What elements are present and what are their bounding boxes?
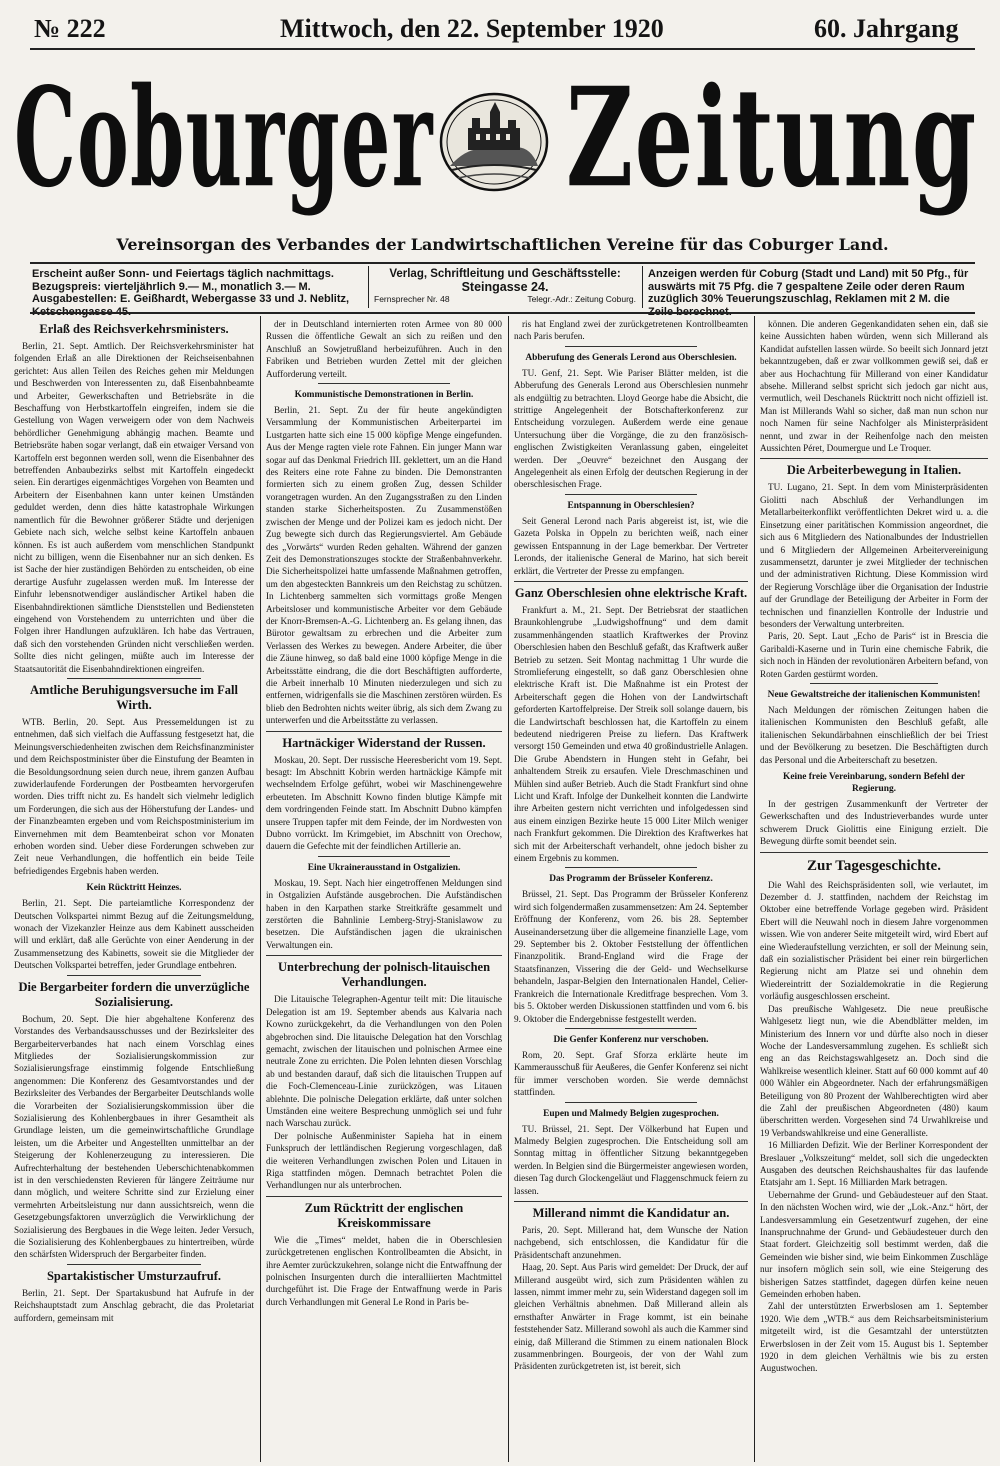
section-divider bbox=[810, 683, 938, 684]
article-paragraph: Paris, 20. Sept. Millerand hat, dem Wunsche der Nation nachgebend, sich entschlossen, die Kandidatur für die Präsidentschaft anzunehmen. bbox=[514, 1224, 748, 1260]
section-divider bbox=[565, 1102, 696, 1103]
article-paragraph: Frankfurt a. M., 21. Sept. Der Betriebsrat der staatlichen Braunkohlengrube „Ludwigshoffnung“ und dem damit zusammenhängenden staatlich Kraftwerkes der Provinz Oberschlesien haben den Beschluß gefaßt, das Kraftwerk außer Betrieb zu setzen. Seit Montag nachmittag 1 Uhr wurde die Stromlieferung eingestellt, so daß ganz Oberschlesien ohne elektrische Kraft ist. Die Maßnahme ist ein Protest der Arbeiterschaft gegen die Hohen von der Landwirtschaft geforderten Kartoffelpreise. Der Streik soll solange dauern, bis die Landwirtschaft beschlossen hat, die Kartoffeln zu einem bedeutend niedrigeren Preise zu liefern. Das Kraftwerk versorgt 150 Gemeinden und etwa 40 großindustrielle Anlagen. Die Grube Abendstern in Hungen steht in Gefahr, bei anhaltendem Streik zu ersaufen. Viele Dreschmaschinen und Mühlen sind außer Betrieb. Auch die Stadt Frankfurt sind ohne Licht und Kraft. Infolge der Dunkelheit konnten die Landwirte ihre Arbeiten gestern nicht verrichten und infolgedessen sind aus einem einzigen Bezirke heute 15 000 Liter Milch weniger nach Frankfurt gekommen. Die Direktion des Kraftwerkes hat sich mit der Arbeiterschaft verhandelt, ohne jedoch bisher zu einem Ergebnis zu kommen. bbox=[514, 604, 748, 864]
article-paragraph: Berlin, 21. Sept. Der Spartakusbund hat Aufrufe in der Reichshauptstadt zum Anschlag gebracht, die das Proletariat auffordern, gemeinsam mit bbox=[14, 1287, 254, 1323]
section-divider bbox=[565, 1028, 696, 1029]
castle-emblem-icon bbox=[438, 84, 550, 196]
article-paragraph: Uebernahme der Grund- und Gebäudesteuer auf den Staat. In den nächsten Wochen wird, wie der „Lok.-Anz.“ hört, der Landesversammlung ein Gesetzentwurf zugehen, der eine Inanspruchnahme der Grund- und Gebäudesteuer durch den Staat fordert. Gleichzeitig soll bestimmt werden, daß die Gemeinden wie bisher sind, wie beim Einkommen Zuschläge nur insofern möglich sein soll, wie eine Steigerung des bisherigen Satzes stattfindet, dagegen dürfen keine neuen Gemeinden erhoben haben. bbox=[760, 1189, 988, 1300]
section-divider bbox=[266, 731, 502, 732]
article-headline: Die Arbeiterbewegung in Italien. bbox=[786, 463, 962, 478]
article-paragraph: TU. Brüssel, 21. Sept. Der Völkerbund hat Eupen und Malmedy Belgien zugesprochen. Die Entscheidung soll am Sonntag mittag in öffentlicher Sitzung bekanntgegeben werden. In Belgien sind die Bürgermeister angewiesen worden, diesen Tag durch Glockengeläut und Flaggenschmuck feiern zu lassen. bbox=[514, 1123, 748, 1196]
section-divider bbox=[760, 852, 988, 853]
article-headline: Das Programm der Brüsseler Konferenz. bbox=[549, 874, 713, 885]
article-paragraph: Wie die „Times“ meldet, haben die in Oberschlesien zurückgetretenen englischen Kontrollbeamten die Absicht, in ihre Aemter zurückzukehren, solange nicht die Entwaffnung der polnischen Insurgenten durch die interalliierten Machtmittel durchgeführt ist. Die Frage der Entwaffnung werde in Paris durch Verhandlungen mit General Le Rond in Paris be- bbox=[266, 1234, 502, 1307]
article-paragraph: Das preußische Wahlgesetz. Die neue preußische Wahlgesetz liegt nun, wie die Abendblätter melden, im Ministerium des Innern vor und dürfte also noch in dieser Woche der Landesversammlung zugehen. Es schließt sich eng an das Reichstagswahlgesetz an. Doch sind die Wahlkreise wesentlich kleiner. Statt auf 60 000 kommt auf 40 000 Wähler ein Abgeordneter. Nach der erfahrungsmäßigen Beteiligung von 80 Prozent der Wahlberechtigten wird aber die Zahl der preußischen Abgeordneten (480) kaum überschritten werden. Vorgesehen sind 74 Urwahlkreise und 19 Verbandswahlkreise und eine Generalliste. bbox=[760, 1003, 988, 1138]
article-headline: Millerand nimmt die Kandidatur an. bbox=[532, 1205, 730, 1220]
article-paragraph: WTB. Berlin, 20. Sept. Aus Pressemeldungen ist zu entnehmen, daß sich vielfach die Auffassung festgesetzt hat, die Meinungsverschiedenheiten zwischen dem Reichsfinanzminister und dem Reichspostminister über die Einstufung der Beamten in die Besoldungsordnung seien durch neue, ihrem ganzen Aufbau zuwiderlaufende Forderungen der Postbeamten hervorgerufen worden. Dies trifft nicht zu. Es handelt sich vielmehr lediglich um Forderungen, die sich aus der Höherstufung der Landes- und der Finanzbeamten ergeben und vom Reichspostministerium im Einvernehmen mit dem Beamtenbeirat schon vor Monaten erhoben worden sind. Ueber diese Forderungen schweben zur Zeit neue Verhandlungen, die hoffentlich ein beide Teile befriedigendes Ergebnis haben werden. bbox=[14, 716, 254, 876]
section-divider bbox=[565, 494, 696, 495]
article-headline: Entspannung in Oberschlesien? bbox=[567, 500, 695, 511]
article-headline: Ganz Oberschlesien ohne elektrische Kraft. bbox=[514, 585, 748, 600]
section-divider bbox=[514, 1201, 748, 1202]
article-paragraph: der in Deutschland internierten roten Armee von 80 000 Russen die öffentliche Gewalt an sich zu reißen und den Anschluß an Sowjetrußland herbeizuführen. Auch in den Fabriken und Betrieben wurden Zettel mit der gleichen Aufforderung verteilt. bbox=[266, 319, 502, 379]
section-divider bbox=[565, 867, 696, 868]
publisher-telegram: Telegr.-Adr.: Zeitung Coburg. bbox=[527, 294, 636, 304]
section-divider bbox=[67, 678, 201, 679]
article-paragraph: Berlin, 21. Sept. Die parteiamtliche Korrespondenz der Deutschen Volkspartei nimmt Bezug auf die Zeitungsmeldung, wonach der Vizekanzler Heinze aus dem Kabinett ausscheiden will und erklärt, daß alle Gerüchte von einer Aenderung in der Zusammensetzung des Kabinetts, soweit sie die Mitglieder der Deutschen Volkspartei betreffen, jeder Grundlage entbehren. bbox=[14, 898, 254, 971]
article-headline: Eupen und Malmedy Belgien zugesprochen. bbox=[543, 1108, 719, 1119]
publisher-phone: Fernsprecher Nr. 48 bbox=[374, 294, 450, 304]
section-divider bbox=[67, 1264, 201, 1265]
article-paragraph: Moskau, 19. Sept. Nach hier eingetroffenen Meldungen sind in Ostgalizien Aufstände ausgebrochen. Die Aufständischen haben in den Karpathen starke Streitkräfte gesammelt und zerstörten die Bahnlinie Lemberg-Stryj-Stanislawow zu besetzen. Die Aufständischen jagen die ukrainischen Verwaltungen ein. bbox=[266, 877, 502, 950]
article-paragraph: Nach Meldungen der römischen Zeitungen haben die italienischen Kommunisten den Beschluß gefaßt, alle italienischen Sekundärbahnen einschließlich der bei Triest und der Bevölkerung zu besetzen. Die Beschäftigten durch das Personal und die Arbeiterschaft zu besetzen. bbox=[760, 704, 988, 765]
article-headline: Neue Gewaltstreiche der italienischen Kommunisten! bbox=[767, 689, 981, 700]
article-paragraph: Berlin, 21. Sept. Zu der für heute angekündigten Versammlung der Kommunistischen Arbeiterpartei im Lustgarten hatte sich eine 15 000 köpfige Menge eingefunden. Aus der Menge ragten viele rote Fahnen. Ein junger Mann war sogar auf das Denkmal Friedrich III. geklettert, um an die Hand des Reiters eine rote Fahne zu binden. Die Demonstranten formierten sich zu einem großen Zug, dessen Schilder vorangetragen wurden. An den Zugangsstraßen zu den Linden standen starke Sicherheitsposten. Zu Zusammenstößen zwischen der Menge und der Polizei kam es jedoch nicht. Der Zug bewegte sich durch das Regierungsviertel. Am Gebäude des „Vorwärts“ wurden Reden gehalten. Während der ganzen Zeit des Demonstrationszuges stockte der Straßenbahnverkehr. Die Sicherheitspolizei hatte umfassende Maßnahmen getroffen, um den abgesteckten Bannkreis um den Reichstag zu schützen. In Lichtenberg sammelten sich vormittags große Mengen Arbeitsloser und kommunistische Arbeiter vor dem Gebäude der Knorr-Bremsen-A.-G. Lichtenberg an. Es gelang ihnen, das Bürotor gewaltsam zu erbrechen und die Arbeiter zum Verlassen des Werkes zu bewegen. Andere Arbeiter, die über die Zäune hinweg, so daß bald eine 1000 köpfige Menge in die Arbeitsstätte eindrang, die die dort Beschäftigten aufforderte, die Arbeit innerhalb 10 Minuten niederzulegen und sich zu entfernen, widrigenfalls sie die Maschinen zerstören würden. Es blieb den Bedrohten nichts weiter übrig, als sich dem Zwang zu unterwerfen und die Arbeitsstätte zu verlassen. bbox=[266, 405, 502, 726]
article-paragraph: Moskau, 20. Sept. Der russische Heeresbericht vom 19. Sept. besagt: Im Abschnitt Kobrin werden hartnäckige Kämpfe mit wechselndem Erfolge geführt, wobei wir Maschinengewehre erbeuteten. Im Abschnitt Kowno finden blutige Kämpfe mit dem vordringenden Feinde statt. Im Abschnitt Dubno kämpfen unsere Truppen tapfer mit dem Feinde, der im Nordwesten von Dubno vorrückt. Im Krimgebiet, im Abschnitt von Orechow, dauern die Gefechte mit der feindlichen Artillerie an. bbox=[266, 754, 502, 852]
article-paragraph: Paris, 20. Sept. Laut „Echo de Paris“ ist in Brescia die Garibaldi-Kaserne und in Turin eine chemische Fabrik, die sich noch in Händen der revolutionären Arbeitern befand, von Roten Garden gestürmt worden. bbox=[760, 631, 988, 679]
column-rule-2 bbox=[508, 316, 509, 1462]
subscription-info: Erscheint außer Sonn- und Feiertags täglich nachmittags. Bezugspreis: vierteljährlich 9.— M., monatlich 3.— M. Ausgabestellen: E. Geißhardt, Webergasse 33 und J. Neblitz, bbox=[32, 268, 350, 305]
column-4 bbox=[760, 318, 988, 1464]
article-paragraph: ris hat England zwei der zurückgetretenen Kontrollbeamten nach Paris berufen. bbox=[514, 319, 748, 342]
section-divider bbox=[514, 581, 748, 582]
issue-number: № 222 bbox=[34, 14, 106, 43]
volume-number: 60. Jahrgang bbox=[814, 14, 959, 43]
article-headline: Die Bergarbeiter fordern die unverzügliche Sozialisierung. bbox=[18, 979, 250, 1009]
article-paragraph: Bochum, 20. Sept. Die hier abgehaltene Konferenz des Vorstandes des Verbandsausschusses und der Bezirksleiter des Bergarbeiterverbandes hat nach einem Vorschlag eines Mitgliedes der Sozialisierungskommission zur Sozialisierungsfrage einstimmig folgende Entschließung angenommen: Die Konferenz des Gesamtvorstandes und der Bezirksleiter des Verbandes der Bergarbeiter Deutschlands wolle die Vorarbeiten der Sozialisierungskommission über die Sozialisierung des Kohlenbergbaues in ihrer Gesamtheit als Grundlage leisten, um die gemeinwirtschaftliche Grundlage leisten, um die Arbeiter und Angestellten unmittelbar an der Steigerung der Kohlenerzeugung zu interessieren. Die Aufrechterhaltung der bestehenden Ueberschichtenabkommen ist in den verschiedensten Revieren für längere Zeiträume nur dann möglich, und weitere Schritte sind zur Erzielung einer vermehrten Arbeitsleistung nur dann aussichtsreich, wenn die Gesetzgebungsfaktoren unverzüglich die Verwirklichung der Sozialisierung des Bergbaues in die Wege leiten. Jeder Versuch, die Sozialisierung des Kohlenbergbaues zu hintertreiben, würde den schärfsten Widerspruch der Bergarbeiter finden. bbox=[14, 1013, 254, 1260]
section-divider bbox=[565, 346, 696, 347]
article-paragraph: Seit General Lerond nach Paris abgereist ist, ist, wie die Gazeta Polska in Oppeln zu berichten weiß, nach einer gewissen Entspannung in der Lage bemerkbar. Der Vertreter Leronds, der italienische General de Marino, hat sich bereit erklärt, die Vertreter der Presse zu empfangen. bbox=[514, 515, 748, 576]
info-divider-right bbox=[642, 266, 643, 308]
article-headline: Eine Ukrainerausstand in Ostgalizien. bbox=[307, 862, 461, 873]
masthead-zeitung: Zeitung bbox=[566, 58, 978, 219]
publisher-title: Verlag, Schriftleitung und Geschäftsstelle: bbox=[389, 268, 621, 280]
article-paragraph: Brüssel, 21. Sept. Das Programm der Brüsseler Konferenz wird sich folgendermaßen zusammensetzen: Am 24. September Eröffnung der Konferenz, vom 26. bis 28. September Auseinandersetzung über die allgemeine finanzielle Lage, vom 29. September bis 2. Oktober Feststellung der öffentlichen Finanzpolitik. Brand-England wird die Frage der Staatsfinanzen, Vissering die der Geld- und Wechselkurse behandeln, Jaspar-Belgien den Internationalen Handel, Celier-Frankreich die Internationale Kreditfrage besprechen. Vom 3. bis 5. Oktober werden Diskussionen stattfinden und vom 6. bis 9. Oktober die Endergebnisse festgestellt werden. bbox=[514, 889, 748, 1024]
article-headline: Spartakistischer Umsturzaufruf. bbox=[46, 1268, 222, 1283]
section-divider bbox=[67, 975, 201, 976]
article-paragraph: Die Wahl des Reichspräsidenten soll, wie verlautet, im Dezember d. J. stattfinden, nachdem der Reichstag im Oktober eine betreffende Vorlage gegeben wird. Präsident Ebert will die Neuwahl noch in diesem Jahre vorgenommen wissen. Wie von anderer Seite mitgeteilt wird, wird Ebert auf eine Wiederaufstellung verzichten, er soll der Meinung sein, daß ein sozialistischer Präsident bei einer rein bürgerlichen Regierung nicht am Platze sei und ohnehin dem Wiedereintritt der Sozialdemokratie in die Regierung vorläufig ausgeschlossen erscheint. bbox=[760, 879, 988, 1002]
article-headline: Kommunistische Demonstrationen in Berlin. bbox=[294, 390, 474, 401]
article-headline: Die Genfer Konferenz nur verschoben. bbox=[553, 1034, 709, 1045]
publisher-info bbox=[374, 268, 636, 310]
article-paragraph: Der polnische Außenminister Sapieha hat in einem Funkspruch der lettländischen Regierung vorgeschlagen, daß die weiteren Verhandlungen zwischen Polen und Litauen in Riga stattfinden mögen. Demnach betrachtet Polen die Verhandlungen nur als unterbrochen. bbox=[266, 1130, 502, 1191]
masthead-subtitle: Vereinsorgan des Verbandes der Landwirtschaftlichen Vereine für das Coburger Land. bbox=[116, 235, 889, 254]
article-paragraph: Zahl der unterstützten Erwerbslosen am 1. September 1920. Wie dem „WTB.“ aus dem Reichsarbeitsministerium mitgeteilt wird, ist die Gesamtzahl der unterstützten Erwerbslosen in der Zeit vom 15. August bis 1. September 1920 in dem gleichen Verhältnis wie bis zu ersten Augustwochen. bbox=[760, 1301, 988, 1374]
section-divider bbox=[760, 458, 988, 459]
article-paragraph: Rom, 20. Sept. Graf Sforza erklärte heute im Kammerausschuß für Aeußeres, die Genfer Konferenz sei nicht für immer verschoben worden. Sie werde demnächst stattfinden. bbox=[514, 1049, 748, 1098]
column-2 bbox=[266, 318, 502, 1464]
article-headline: Kein Rücktritt Heinzes. bbox=[86, 883, 182, 894]
article-headline: Zum Rücktritt der englischen Kreiskommissare bbox=[304, 1200, 464, 1230]
article-paragraph: 16 Milliarden Defizit. Wie der Berliner Korrespondent der Breslauer „Volkszeitung“ meldet, soll sich die ungedeckten Ausgaben des deutschen Reichshaushaltes für das laufende Etatsjahr am 1. Sept. 16 Milliarden Mark betragen. bbox=[760, 1140, 988, 1188]
article-paragraph: Die Litauische Telegraphen-Agentur teilt mit: Die litauische Delegation ist am 19. September abends aus Kalvaria nach Kowno zurückgekehrt, da die Verhandlungen von den Polen abgebrochen sind. Die litauische Delegation hat den Vorschlag gemacht, zwischen der litauischen und polnischen Armee eine neutrale Zone zu errichten. Die Polen lehnten diesen Vorschlag ab und bestanden darauf, daß sich die litauischen Truppen auf die Foch-Clemenceau-Linie zurückzögen, was Litauen ablehnte. Die polnische Delegation erklärte, daß unter solchen Umständen eine weitere Besprechung unmöglich sei und fuhr nach Warschau zurück. bbox=[266, 994, 502, 1129]
article-headline: Abberufung des Generals Lerond aus Oberschlesien. bbox=[525, 352, 737, 363]
top-rule bbox=[30, 48, 975, 50]
article-paragraph: TU. Genf, 21. Sept. Wie Pariser Blätter melden, ist die Abberufung des Generals Lerond aus Oberschlesien nunmehr als endgültig zu betrachten. Lloyd George habe die Absicht, die strittige Angelegenheit der Botschafterkonferenz zur Entscheidung vorzulegen. Außerdem werde eine genaue Untersuchung über die Vorgänge, die zu den französisch-englischen Zwistigkeiten Veranlassung gaben, eingeleitet werden. Der „Oeuvre“ bezeichnet den Ausgang der Angelegenheit als einen Erfolg der deutschen Regierung in der oberschlesischen Frage. bbox=[514, 367, 748, 490]
article-paragraph: In der gestrigen Zusammenkunft der Vertreter der Gewerkschaften und des Industrieverbandes wurde unter schwerem Druck Giolittis eine Einigung erzielt. Die Bewegung dürfte somit beendet sein. bbox=[760, 799, 988, 847]
article-headline: Erlaß des Reichsverkehrsministers. bbox=[39, 322, 229, 336]
article-headline: Zur Tagesgeschichte. bbox=[807, 857, 941, 874]
column-rule-1 bbox=[260, 316, 261, 1462]
section-divider bbox=[266, 1196, 502, 1197]
info-rule bbox=[30, 312, 975, 314]
section-divider bbox=[266, 955, 502, 956]
article-headline: Keine freie Vereinbarung, sondern Befehl der Regierung. bbox=[783, 772, 965, 794]
info-divider-left bbox=[368, 266, 369, 308]
advertisement-rates: Anzeigen werden für Coburg (Stadt und Land) mit 50 Pfg., für auswärts mit 75 Pfg. die 7 gespaltene Zeile oder deren Raum zuzüglich 30% Teuerungszuschlag, Reklamen mit 2 M. die bbox=[648, 268, 969, 305]
masthead-coburger: Coburger bbox=[14, 58, 434, 219]
article-headline: Unterbrechung der polnisch-litauischen Verhandlungen. bbox=[277, 960, 491, 990]
issue-date: Mittwoch, den 22. September 1920 bbox=[280, 14, 664, 43]
column-1 bbox=[14, 318, 254, 1464]
article-headline: Hartnäckiger Widerstand der Russen. bbox=[282, 735, 486, 750]
article-paragraph: können. Die anderen Gegenkandidaten sehen ein, daß sie keine Aussichten haben würden, wenn sich Millerand als Kandidat aufstellen lassen würde. So beeilt sich Jonnard jetzt bekanntzugeben, daß er zwar vollkommen gewiß sei, daß er aber aus Hochachtung für Millerand von einer Kandidatur absehe. Millerand selbst spricht sich jedoch gar nicht aus, vermutlich, weil Deschanels Rücktritt noch nicht offiziell ist. Man ist Millerands Wahl so sicher, daß man nun schon nur noch Namen für seine Nachfolger als Ministerpräsident nennt, und zwar in der Reihenfolge nach den meisten Aussichten Péret, Doumergue und Le Troquer. bbox=[760, 319, 988, 454]
section-divider bbox=[318, 856, 450, 857]
section-divider bbox=[318, 383, 450, 384]
article-headline: Amtliche Beruhigungsversuche im Fall Wirth. bbox=[30, 682, 238, 712]
article-paragraph: Berlin, 21. Sept. Amtlich. Der Reichsverkehrsminister hat folgenden Erlaß an alle Direktionen der Reichseisenbahnen gerichtet: Aus allen Teilen des Reiches gehen mir Meldungen und Beschwerden von Interessenten zu, daß Eisenbahnbeamte und Arbeiter, Gewerkschaften und Betriebsräte in die Beschaffung von Herbstkartoffeln eingreifen, indem sie die Gestellung von Wagen verweigern oder von dem Nachweis behördlicher Genehmigung abhängig machen. Beamte und Betriebsräte haben sogar verlangt, daß ein etwaiger Versand von Kartoffeln erst begonnen werden soll, wenn die Eisenbahner des betreffenden Anbaubezirks selbst mit Kartoffeln eingedeckt seien. Ein derartiges eigenmächtiges Vorgehen von Beamten und Arbeitern der Eisenbahnen kann unter keinen Umständen geduldet werden, denn dies hätte katastrophale Wirkungen namentlich für die Bewohner größerer Städte und derjenigen Gebiete nach sich, welche selbst keine Kartoffeln anbauen können. Es ist auch außerdem vom menschlichen Standpunkt nicht zu billigen, wenn die Eisenbahner nur an sich denken. Es ist Sache der hier zuständigen Behörden zu entscheiden, ob eine derartige Ausfuhr zugelassen werden muß. Im Interesse der Einfuhr lebensnotwendiger ausländischer Artikel haben die Eisenbahndirektionen sämtliche Dienststellen und Bediensteten eingehend von Vorstehendem zu unterrichten und über die Folgen ihrer Handlungen aufzuklären. Ich habe das Vertrauen, daß sich den vorstehenden Gründen nicht verschließen werden. Sollte dies nicht gelingen, müßte auch im Interesse der Staatsautorität die Eisenbahndirektionen eingreifen. bbox=[14, 341, 254, 674]
column-3 bbox=[514, 318, 748, 1464]
column-rule-3 bbox=[754, 316, 755, 1462]
publisher-street: Steingasse 24. bbox=[461, 280, 549, 294]
article-paragraph: TU. Lugano, 21. Sept. In dem vom Ministerpräsidenten Giolitti nach Abschluß der Verhandlungen im Metallarbeiterkonflikt veröffentlichten Dekret wird u. a. die Einsetzung einer paritätischen Kommission angeordnet, die sich aus 6 Mitgliedern des Nationalbundes der Industriellen und 6 Mitgliedern der Allgemeinen Arbeitervereinigung zusammensetzt, darunter je zwei Mitglieder der technischen und der administrativen Richtung. Diese Kommission wird der Regierung Vorschläge über die Organisation der Industrie auf der Grundlage der Beteiligung der Arbeiter in Form der technischen und finanziellen Kontrolle der Industrie und besonders der Verwaltung unterbreiten. bbox=[760, 482, 988, 629]
article-paragraph: Haag, 20. Sept. Aus Paris wird gemeldet: Der Druck, der auf Millerand ausgeübt wird, sich zum Präsidenten wählen zu lassen, nimmt immer mehr zu, sein Widerstand dagegen soll im gleichen Verhältnis abnehmen. Daß Millerand allein als ernsthafter Anwärter in Frage kommt, ist ein beinahe feststehender Satz. Millerand sowohl als auch die Kammer sind einig, daß Millerand die Stimmen zu einem nationalen Block zusammenbringen. Bourgeois, der von der Wahl zum Präsidenten zurückgetreten ist, ist bereit, sich bbox=[514, 1262, 748, 1372]
masthead-rule bbox=[30, 262, 975, 264]
